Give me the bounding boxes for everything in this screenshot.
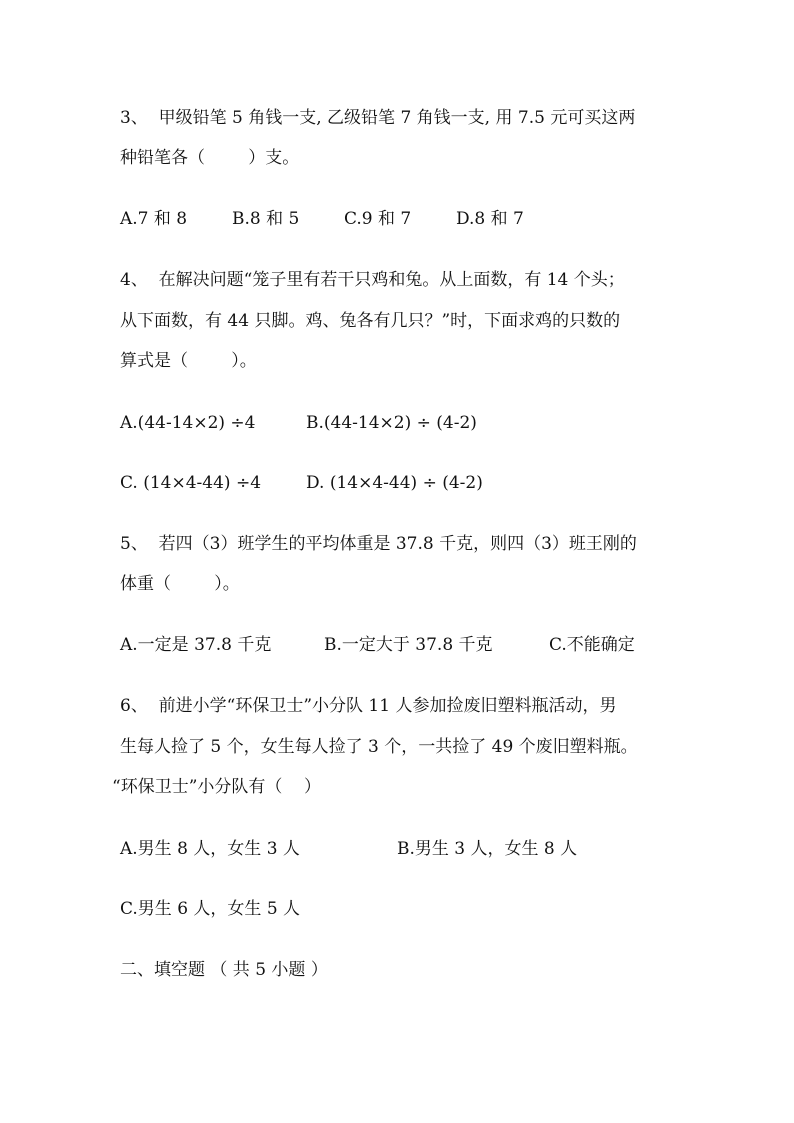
question-3-line-2: 种铅笔各（ ）支。	[120, 148, 300, 168]
question-6-option-a: A.男生 8 人，女生 3 人	[120, 839, 300, 859]
question-6-line-1: 6、 前进小学“环保卫士”小分队 11 人参加捡废旧塑料瓶活动，男	[120, 696, 617, 716]
question-5-line-1: 5、 若四（3）班学生的平均体重是 37.8 千克，则四（3）班王刚的	[120, 534, 637, 554]
question-6-option-b: B.男生 3 人，女生 8 人	[397, 839, 578, 859]
question-3-option-d: D.8 和 7	[456, 209, 524, 229]
question-3-option-b: B.8 和 5	[232, 209, 300, 229]
section-heading: 二、填空题 （ 共 5 小题 ）	[120, 960, 328, 980]
question-4-line-1: 4、 在解决问题“笼子里有若干只鸡和兔。从上面数，有 14 个头；	[120, 270, 625, 290]
question-4-line-3: 算式是（ ）。	[120, 351, 257, 371]
question-5-option-c: C.不能确定	[549, 635, 635, 655]
question-3-option-a: A.7 和 8	[120, 209, 188, 229]
question-6-option-c: C.男生 6 人，女生 5 人	[120, 899, 301, 919]
question-4-option-b: B.(44-14×2) ÷ (4-2)	[306, 413, 477, 433]
question-3-line-1: 3、 甲级铅笔 5 角钱一支, 乙级铅笔 7 角钱一支, 用 7.5 元可买这两	[120, 108, 636, 128]
question-5-option-b: B.一定大于 37.8 千克	[324, 635, 493, 655]
question-4-option-d: D. (14×4-44) ÷ (4-2)	[306, 473, 483, 493]
question-6-line-2: 生每人捡了 5 个，女生每人捡了 3 个，一共捡了 49 个废旧塑料瓶。	[120, 737, 638, 757]
question-5-line-2: 体重（ ）。	[120, 574, 240, 594]
question-6-line-3: “环保卫士”小分队有（ ）	[112, 777, 321, 797]
question-4-line-2: 从下面数，有 44 只脚。鸡、兔各有几只？”时，下面求鸡的只数的	[120, 311, 621, 331]
question-5-option-a: A.一定是 37.8 千克	[120, 635, 272, 655]
question-4-option-c: C. (14×4-44) ÷4	[120, 473, 262, 493]
question-3-option-c: C.9 和 7	[344, 209, 412, 229]
question-4-option-a: A.(44-14×2) ÷4	[120, 413, 256, 433]
